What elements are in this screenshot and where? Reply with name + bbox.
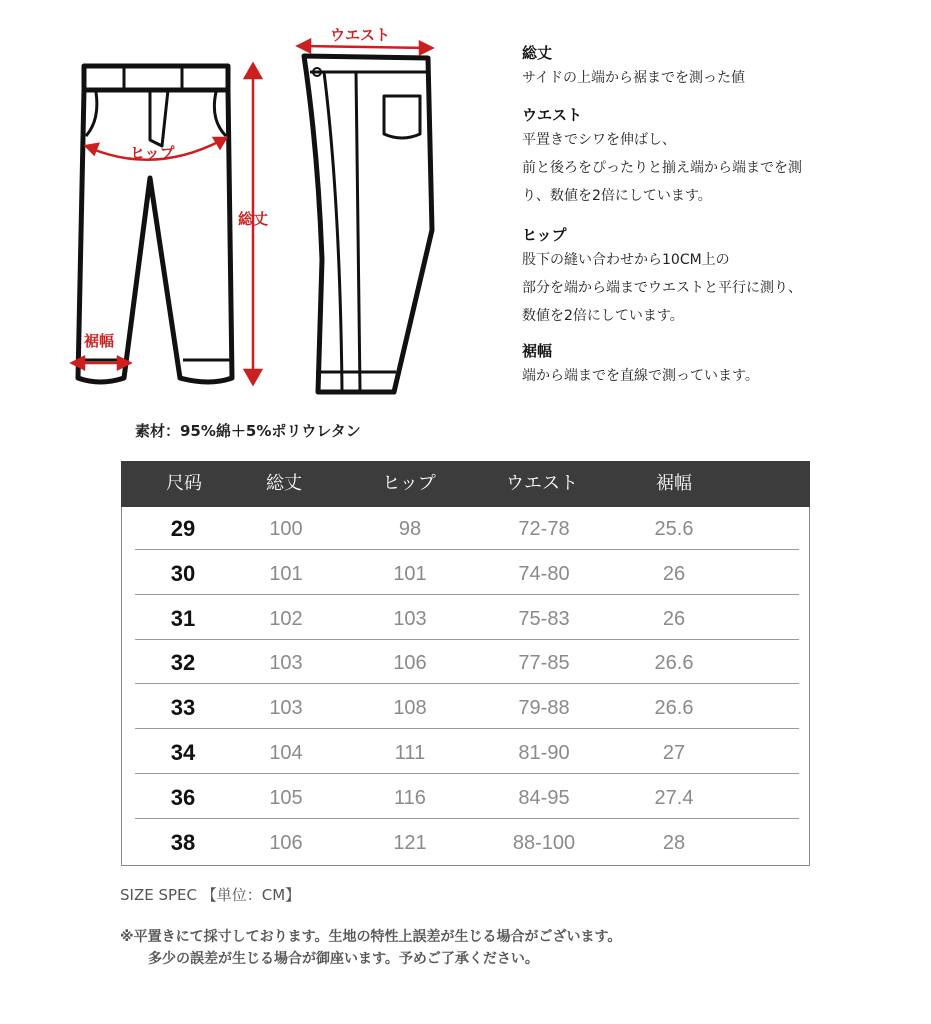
cell-hip: 108 — [393, 697, 427, 720]
cell-waist: 81-90 — [518, 742, 570, 764]
note-heading: 総丈 — [522, 44, 553, 62]
cell-length: 103 — [269, 652, 303, 675]
pants-diagram — [0, 0, 500, 410]
cell-hip: 106 — [393, 652, 427, 675]
cell-hip: 111 — [394, 742, 426, 764]
cell-hem: 25.6 — [654, 518, 694, 540]
row-divider — [135, 683, 799, 684]
table-row — [122, 552, 806, 596]
table-header — [121, 461, 810, 507]
cell-size: 32 — [170, 650, 196, 676]
cell-size: 30 — [170, 560, 196, 586]
note-heading: ヒップ — [522, 226, 567, 244]
cell-waist: 72-78 — [518, 518, 570, 540]
table-row — [122, 507, 806, 551]
note-line: サイドの上端から裾までを測った値 — [522, 70, 746, 86]
cell-length: 102 — [269, 607, 303, 630]
table-row — [122, 731, 806, 775]
measurement-notes — [522, 42, 922, 390]
cell-waist: 74-80 — [518, 562, 570, 585]
cell-hem: 26.6 — [654, 652, 694, 675]
row-divider — [135, 818, 799, 819]
note-heading: ウエスト — [522, 106, 583, 124]
note-line: 端から端までを直線で測っています。 — [522, 368, 759, 384]
cell-waist: 88-100 — [512, 831, 576, 854]
header-length: 総丈 — [266, 473, 302, 494]
size-spec-label: SIZE SPEC 【単位：CM】 — [120, 886, 301, 904]
cell-size: 34 — [170, 740, 196, 765]
note-hem — [522, 340, 922, 390]
hip-label: ヒップ — [130, 144, 175, 162]
note-line: 平置きでシワを伸ばし、 — [522, 132, 676, 148]
cell-size: 29 — [170, 516, 196, 541]
note-line: 前と後ろをぴったりと揃え端から端までを測 — [522, 160, 802, 176]
cell-hem: 28 — [662, 831, 686, 854]
table-row — [122, 686, 806, 730]
note-line: 部分を端から端までウエストと平行に測り、 — [522, 280, 802, 296]
row-divider — [135, 549, 799, 550]
size-table — [121, 461, 810, 866]
cell-length: 104 — [269, 742, 303, 764]
footnote — [120, 926, 621, 970]
cell-hem: 26 — [662, 607, 686, 630]
cell-hip: 101 — [393, 562, 427, 585]
cell-hem: 26.6 — [654, 697, 694, 720]
footnote-line-1: ※平置きにて採寸しております。生地の特性上誤差が生じる場合がございます。 — [120, 929, 622, 945]
cell-hip: 121 — [393, 831, 427, 854]
header-hem: 裾幅 — [656, 473, 692, 494]
cell-waist: 77-85 — [518, 652, 570, 675]
note-line: り、数値を2倍にしています。 — [522, 188, 712, 204]
header-hip: ヒップ — [382, 473, 436, 494]
note-heading: 裾幅 — [522, 342, 553, 360]
cell-hip: 116 — [394, 786, 426, 809]
note-line: 数値を2倍にしています。 — [522, 308, 684, 324]
cell-length: 105 — [269, 786, 303, 809]
note-length — [522, 42, 922, 92]
note-line: 股下の縫い合わせから10CM上の — [522, 252, 730, 268]
cell-hem: 27 — [662, 742, 686, 764]
header-size: 尺码 — [166, 473, 202, 494]
cell-waist: 75-83 — [518, 607, 570, 630]
table-row — [122, 776, 806, 820]
note-hip — [522, 224, 922, 330]
cell-size: 36 — [170, 784, 196, 810]
table-row — [122, 597, 806, 641]
cell-size: 33 — [170, 695, 196, 721]
cell-hip: 98 — [398, 518, 422, 540]
table-row — [122, 821, 806, 865]
note-waist — [522, 104, 922, 210]
cell-length: 103 — [269, 697, 303, 720]
cell-size: 31 — [170, 605, 196, 631]
material-text: 素材：95%綿＋5%ポリウレタン — [135, 422, 361, 440]
header-waist: ウエスト — [506, 473, 578, 494]
hem-label: 裾幅 — [84, 332, 115, 350]
footnote-line-2: 多少の誤差が生じる場合が御座います。予めご了承ください。 — [148, 951, 539, 967]
row-divider — [135, 728, 799, 729]
cell-waist: 84-95 — [518, 786, 570, 809]
cell-hem: 26 — [662, 562, 686, 585]
row-divider — [135, 594, 799, 595]
table-row — [122, 641, 806, 685]
cell-length: 106 — [269, 831, 303, 854]
length-label: 総丈 — [238, 210, 269, 228]
cell-length: 101 — [269, 562, 303, 585]
cell-size: 38 — [170, 829, 196, 855]
cell-waist: 79-88 — [518, 697, 570, 720]
row-divider — [135, 773, 799, 774]
cell-length: 100 — [269, 518, 303, 540]
row-divider — [135, 639, 799, 640]
waist-label: ウエスト — [330, 26, 391, 44]
side-pants-icon — [304, 56, 432, 392]
cell-hip: 103 — [393, 607, 427, 630]
cell-hem: 27.4 — [654, 786, 694, 809]
